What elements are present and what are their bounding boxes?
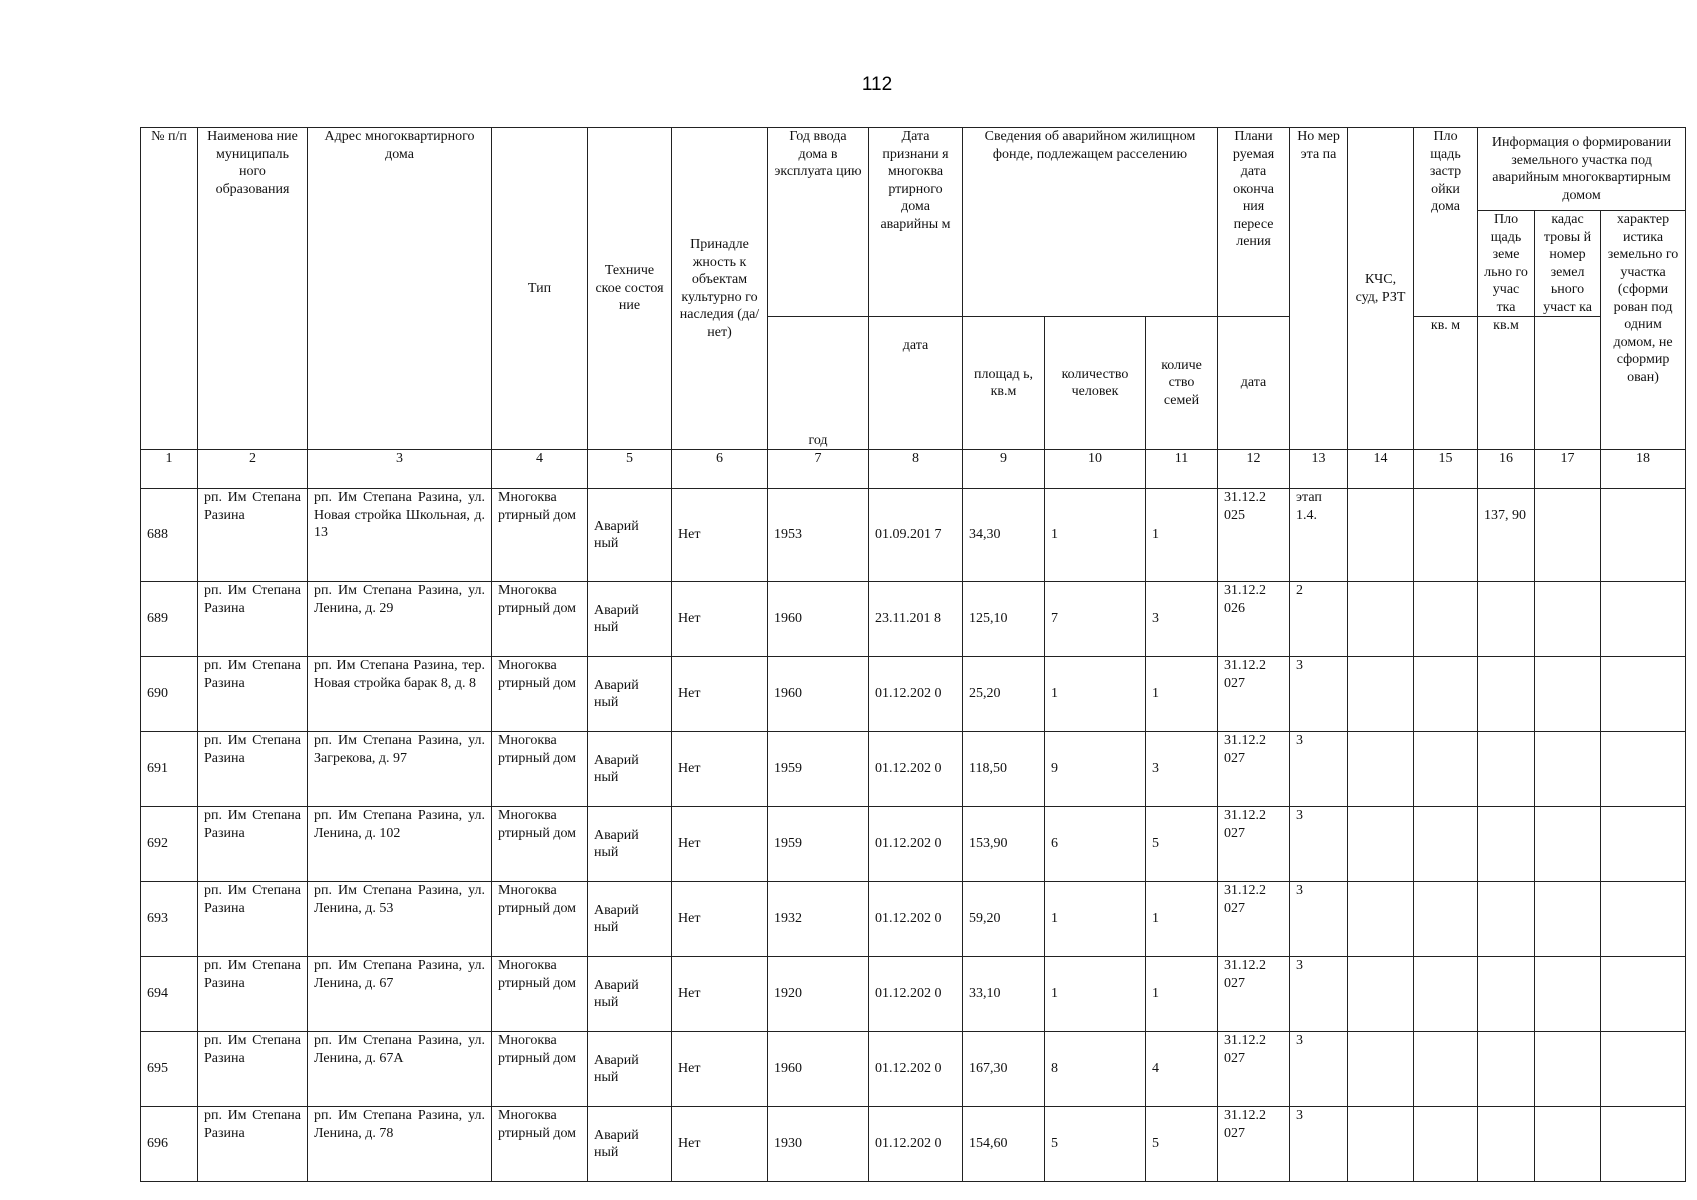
cell-planned-date: 31.12.2 027 xyxy=(1218,732,1290,807)
cell-kchs xyxy=(1348,807,1414,882)
cell-building-area xyxy=(1414,882,1478,957)
column-number: 8 xyxy=(869,450,963,489)
cell-emergency-date: 23.11.201 8 xyxy=(869,582,963,657)
cell-land-characteristic xyxy=(1601,732,1686,807)
cell-year: 1960 xyxy=(768,657,869,732)
cell-area: 59,20 xyxy=(963,882,1045,957)
cell-land-area xyxy=(1478,957,1535,1032)
column-number: 15 xyxy=(1414,450,1478,489)
header-cadastral-number: кадас тровы й номер земел ьного участ ка xyxy=(1535,211,1601,317)
cell-cadastral-number xyxy=(1535,582,1601,657)
column-number: 3 xyxy=(308,450,492,489)
cell-year: 1959 xyxy=(768,732,869,807)
cell-area: 125,10 xyxy=(963,582,1045,657)
cell-technical-state: Аварий ный xyxy=(588,489,672,582)
cell-type-text: Многоква ртирный дом xyxy=(498,1033,577,1066)
cell-stage: 2 xyxy=(1290,582,1348,657)
cell-emergency-date: 01.12.202 0 xyxy=(869,1107,963,1182)
cell-cadastral-number xyxy=(1535,1107,1601,1182)
header-fund-area: площад ь, кв.м xyxy=(963,317,1045,450)
cell-type xyxy=(492,582,588,657)
cell-heritage: Нет xyxy=(672,1107,768,1182)
cell-heritage: Нет xyxy=(672,582,768,657)
header-family-count: количе ство семей xyxy=(1146,317,1218,450)
column-number: 12 xyxy=(1218,450,1290,489)
cell-address-text: рп. Им Степана Разина, ул. Ленина, д. 53 xyxy=(314,883,485,916)
cell-emergency-date: 01.12.202 0 xyxy=(869,732,963,807)
cell-address xyxy=(308,1107,492,1182)
cell-heritage: Нет xyxy=(672,657,768,732)
cell-number: 689 xyxy=(141,582,198,657)
cell-type xyxy=(492,957,588,1032)
cell-heritage: Нет xyxy=(672,807,768,882)
header-year-commissioned: Год ввода дома в эксплуата цию xyxy=(768,128,869,317)
cell-heritage: Нет xyxy=(672,957,768,1032)
cell-municipality xyxy=(198,582,308,657)
header-unit-sqm-building: кв. м xyxy=(1414,317,1478,450)
column-number: 1 xyxy=(141,450,198,489)
cell-technical-state: Аварий ный xyxy=(588,1107,672,1182)
emergency-housing-table xyxy=(140,127,1686,1182)
cell-area: 34,30 xyxy=(963,489,1045,582)
cell-year: 1960 xyxy=(768,1032,869,1107)
cell-type-text: Многоква ртирный дом xyxy=(498,583,577,616)
header-number: № п/п xyxy=(141,128,198,450)
cell-type xyxy=(492,732,588,807)
cell-people: 1 xyxy=(1045,882,1146,957)
cell-type xyxy=(492,657,588,732)
cell-address-text: рп. Им Степана Разина, ул. Ленина, д. 29 xyxy=(314,583,485,616)
column-number-row xyxy=(141,450,1686,489)
cell-address xyxy=(308,582,492,657)
cell-people: 8 xyxy=(1045,1032,1146,1107)
header-land-area: Пло щадь земе льно го учас тка xyxy=(1478,211,1535,317)
cell-people: 5 xyxy=(1045,1107,1146,1182)
column-number: 9 xyxy=(963,450,1045,489)
cell-municipality xyxy=(198,489,308,582)
cell-planned-date: 31.12.2 027 xyxy=(1218,1107,1290,1182)
cell-address xyxy=(308,957,492,1032)
cell-land-characteristic xyxy=(1601,1032,1686,1107)
cell-stage: 3 xyxy=(1290,957,1348,1032)
cell-technical-state: Аварий ный xyxy=(588,582,672,657)
cell-people: 1 xyxy=(1045,957,1146,1032)
cell-municipality-text: рп. Им Степана Разина xyxy=(204,1108,301,1141)
cell-municipality xyxy=(198,1032,308,1107)
column-number: 13 xyxy=(1290,450,1348,489)
column-number: 10 xyxy=(1045,450,1146,489)
cell-land-area: 137, 90 xyxy=(1478,489,1535,582)
cell-technical-state: Аварий ный xyxy=(588,957,672,1032)
cell-stage: 3 xyxy=(1290,1032,1348,1107)
cell-type-text: Многоква ртирный дом xyxy=(498,883,577,916)
header-unit-sqm-land: кв.м xyxy=(1478,317,1535,450)
column-number: 18 xyxy=(1601,450,1686,489)
cell-emergency-date: 01.12.202 0 xyxy=(869,882,963,957)
cell-municipality xyxy=(198,732,308,807)
cell-municipality-text: рп. Им Степана Разина xyxy=(204,490,301,523)
cell-families: 1 xyxy=(1146,957,1218,1032)
cell-stage: 3 xyxy=(1290,1107,1348,1182)
cell-land-characteristic xyxy=(1601,657,1686,732)
cell-cadastral-number xyxy=(1535,807,1601,882)
header-people-count: количество человек xyxy=(1045,317,1146,450)
cell-number: 695 xyxy=(141,1032,198,1107)
cell-number: 692 xyxy=(141,807,198,882)
column-number: 2 xyxy=(198,450,308,489)
cell-land-area xyxy=(1478,582,1535,657)
cell-address xyxy=(308,657,492,732)
cell-people: 1 xyxy=(1045,657,1146,732)
cell-land-characteristic xyxy=(1601,582,1686,657)
header-emergency-fund: Сведения об аварийном жилищном фонде, подлежащем расселению xyxy=(963,128,1218,317)
cell-municipality-text: рп. Им Степана Разина xyxy=(204,958,301,991)
cell-area: 167,30 xyxy=(963,1032,1045,1107)
cell-number: 688 xyxy=(141,489,198,582)
cell-families: 3 xyxy=(1146,732,1218,807)
cell-land-characteristic xyxy=(1601,882,1686,957)
cell-planned-date: 31.12.2 027 xyxy=(1218,882,1290,957)
cell-kchs xyxy=(1348,582,1414,657)
column-number: 5 xyxy=(588,450,672,489)
cell-address-text: рп. Им Степана Разина, ул. Новая стройка Школьная, д. 13 xyxy=(314,490,485,540)
cell-municipality-text: рп. Им Степана Разина xyxy=(204,658,301,691)
table-row xyxy=(141,489,1686,582)
cell-type xyxy=(492,1032,588,1107)
cell-people: 9 xyxy=(1045,732,1146,807)
header-building-area: Пло щадь застр ойки дома xyxy=(1414,128,1478,317)
cell-cadastral-number xyxy=(1535,957,1601,1032)
cell-municipality-text: рп. Им Степана Разина xyxy=(204,733,301,766)
cell-year: 1932 xyxy=(768,882,869,957)
cell-heritage: Нет xyxy=(672,1032,768,1107)
cell-number: 693 xyxy=(141,882,198,957)
cell-address-text: рп. Им Степана Разина, ул. Загрекова, д. 97 xyxy=(314,733,485,766)
cell-people: 1 xyxy=(1045,489,1146,582)
cell-number: 690 xyxy=(141,657,198,732)
cell-year: 1920 xyxy=(768,957,869,1032)
cell-land-characteristic xyxy=(1601,1107,1686,1182)
cell-municipality xyxy=(198,957,308,1032)
header-unit-cadastral xyxy=(1535,317,1601,450)
header-emergency-date: Дата признани я многоква ртирного дома аварийны м xyxy=(869,128,963,317)
cell-address-text: рп. Им Степана Разина, тер. Новая стройка барак 8, д. 8 xyxy=(314,658,485,691)
cell-stage: 3 xyxy=(1290,657,1348,732)
cell-stage: этап 1.4. xyxy=(1290,489,1348,582)
cell-type-text: Многоква ртирный дом xyxy=(498,490,577,523)
cell-planned-date: 31.12.2 027 xyxy=(1218,657,1290,732)
cell-land-area xyxy=(1478,882,1535,957)
cell-kchs xyxy=(1348,489,1414,582)
header-stage-number: Но мер эта па xyxy=(1290,128,1348,450)
table-row xyxy=(141,807,1686,882)
cell-planned-date: 31.12.2 027 xyxy=(1218,1032,1290,1107)
header-address: Адрес многоквартирного дома xyxy=(308,128,492,450)
cell-families: 5 xyxy=(1146,807,1218,882)
cell-area: 118,50 xyxy=(963,732,1045,807)
cell-address xyxy=(308,1032,492,1107)
cell-kchs xyxy=(1348,657,1414,732)
table-row xyxy=(141,657,1686,732)
cell-emergency-date: 01.12.202 0 xyxy=(869,1032,963,1107)
cell-technical-state: Аварий ный xyxy=(588,882,672,957)
cell-land-characteristic xyxy=(1601,957,1686,1032)
cell-address-text: рп. Им Степана Разина, ул. Ленина, д. 78 xyxy=(314,1108,485,1141)
cell-municipality-text: рп. Им Степана Разина xyxy=(204,1033,301,1066)
header-kchs: КЧС, суд, РЗТ xyxy=(1348,128,1414,450)
cell-municipality xyxy=(198,657,308,732)
cell-municipality xyxy=(198,882,308,957)
cell-address xyxy=(308,489,492,582)
cell-land-area xyxy=(1478,1107,1535,1182)
cell-building-area xyxy=(1414,1032,1478,1107)
cell-municipality xyxy=(198,807,308,882)
cell-land-area xyxy=(1478,732,1535,807)
header-type: Тип xyxy=(492,128,588,450)
cell-kchs xyxy=(1348,957,1414,1032)
column-number: 16 xyxy=(1478,450,1535,489)
cell-type-text: Многоква ртирный дом xyxy=(498,1108,577,1141)
cell-technical-state: Аварий ный xyxy=(588,1032,672,1107)
cell-people: 6 xyxy=(1045,807,1146,882)
cell-cadastral-number xyxy=(1535,657,1601,732)
table-row xyxy=(141,882,1686,957)
column-number: 4 xyxy=(492,450,588,489)
cell-kchs xyxy=(1348,1032,1414,1107)
cell-emergency-date: 01.12.202 0 xyxy=(869,807,963,882)
page-number: 112 xyxy=(861,74,893,95)
table-row xyxy=(141,582,1686,657)
cell-planned-date: 31.12.2 027 xyxy=(1218,957,1290,1032)
column-number: 11 xyxy=(1146,450,1218,489)
cell-address-text: рп. Им Степана Разина, ул. Ленина, д. 67А xyxy=(314,1033,485,1066)
cell-type-text: Многоква ртирный дом xyxy=(498,733,577,766)
cell-emergency-date: 01.12.202 0 xyxy=(869,957,963,1032)
cell-planned-date: 31.12.2 026 xyxy=(1218,582,1290,657)
table-row xyxy=(141,1032,1686,1107)
header-technical-state: Техниче ское состоя ние xyxy=(588,128,672,450)
cell-land-characteristic xyxy=(1601,489,1686,582)
cell-area: 33,10 xyxy=(963,957,1045,1032)
cell-address-text: рп. Им Степана Разина, ул. Ленина, д. 102 xyxy=(314,808,485,841)
cell-people: 7 xyxy=(1045,582,1146,657)
cell-stage: 3 xyxy=(1290,732,1348,807)
cell-kchs xyxy=(1348,732,1414,807)
cell-type xyxy=(492,1107,588,1182)
cell-land-characteristic xyxy=(1601,807,1686,882)
table-header xyxy=(141,128,1686,489)
cell-families: 5 xyxy=(1146,1107,1218,1182)
cell-type-text: Многоква ртирный дом xyxy=(498,958,577,991)
cell-land-area xyxy=(1478,657,1535,732)
cell-land-area xyxy=(1478,1032,1535,1107)
cell-building-area xyxy=(1414,807,1478,882)
cell-type-text: Многоква ртирный дом xyxy=(498,808,577,841)
cell-cadastral-number xyxy=(1535,489,1601,582)
header-unit-date: дата xyxy=(869,317,963,450)
cell-municipality-text: рп. Им Степана Разина xyxy=(204,808,301,841)
cell-planned-date: 31.12.2 025 xyxy=(1218,489,1290,582)
cell-building-area xyxy=(1414,489,1478,582)
cell-building-area xyxy=(1414,582,1478,657)
cell-stage: 3 xyxy=(1290,807,1348,882)
cell-cadastral-number xyxy=(1535,732,1601,807)
cell-heritage: Нет xyxy=(672,732,768,807)
cell-cadastral-number xyxy=(1535,1032,1601,1107)
column-number: 6 xyxy=(672,450,768,489)
cell-families: 1 xyxy=(1146,882,1218,957)
cell-families: 1 xyxy=(1146,657,1218,732)
cell-building-area xyxy=(1414,957,1478,1032)
header-heritage: Принадле жность к объектам культурно го наследия (да/нет) xyxy=(672,128,768,450)
cell-heritage: Нет xyxy=(672,489,768,582)
cell-municipality xyxy=(198,1107,308,1182)
column-number: 14 xyxy=(1348,450,1414,489)
cell-kchs xyxy=(1348,882,1414,957)
cell-year: 1953 xyxy=(768,489,869,582)
cell-number: 696 xyxy=(141,1107,198,1182)
cell-year: 1959 xyxy=(768,807,869,882)
table-row xyxy=(141,1107,1686,1182)
cell-building-area xyxy=(1414,1107,1478,1182)
cell-type-text: Многоква ртирный дом xyxy=(498,658,577,691)
cell-area: 25,20 xyxy=(963,657,1045,732)
header-unit-year: год xyxy=(768,317,869,450)
table-row xyxy=(141,957,1686,1032)
cell-emergency-date: 01.09.201 7 xyxy=(869,489,963,582)
cell-address xyxy=(308,882,492,957)
table-row xyxy=(141,732,1686,807)
cell-number: 691 xyxy=(141,732,198,807)
cell-land-area xyxy=(1478,807,1535,882)
cell-municipality-text: рп. Им Степана Разина xyxy=(204,883,301,916)
cell-heritage: Нет xyxy=(672,882,768,957)
header-land-info: Информация о формировании земельного участка под аварийным многоквартирным домом xyxy=(1478,128,1686,211)
cell-type xyxy=(492,882,588,957)
cell-planned-date: 31.12.2 027 xyxy=(1218,807,1290,882)
cell-area: 153,90 xyxy=(963,807,1045,882)
cell-families: 4 xyxy=(1146,1032,1218,1107)
cell-area: 154,60 xyxy=(963,1107,1045,1182)
cell-building-area xyxy=(1414,657,1478,732)
header-planned-date: Плани руемая дата оконча ния пересе ления xyxy=(1218,128,1290,317)
cell-cadastral-number xyxy=(1535,882,1601,957)
cell-kchs xyxy=(1348,1107,1414,1182)
cell-address-text: рп. Им Степана Разина, ул. Ленина, д. 67 xyxy=(314,958,485,991)
cell-address xyxy=(308,732,492,807)
header-municipality: Наименова ние муниципаль ного образования xyxy=(198,128,308,450)
cell-families: 3 xyxy=(1146,582,1218,657)
cell-technical-state: Аварий ный xyxy=(588,732,672,807)
column-number: 7 xyxy=(768,450,869,489)
cell-families: 1 xyxy=(1146,489,1218,582)
cell-address xyxy=(308,807,492,882)
cell-technical-state: Аварий ный xyxy=(588,657,672,732)
cell-year: 1960 xyxy=(768,582,869,657)
cell-building-area xyxy=(1414,732,1478,807)
cell-type xyxy=(492,807,588,882)
cell-emergency-date: 01.12.202 0 xyxy=(869,657,963,732)
column-number: 17 xyxy=(1535,450,1601,489)
cell-municipality-text: рп. Им Степана Разина xyxy=(204,583,301,616)
cell-number: 694 xyxy=(141,957,198,1032)
header-land-characteristic: характер истика земельно го участка (сформи рован под одним домом, не сформир ован) xyxy=(1601,211,1686,450)
cell-year: 1930 xyxy=(768,1107,869,1182)
table-body xyxy=(141,489,1686,1182)
header-unit-planned-date: дата xyxy=(1218,317,1290,450)
cell-stage: 3 xyxy=(1290,882,1348,957)
cell-technical-state: Аварий ный xyxy=(588,807,672,882)
cell-type xyxy=(492,489,588,582)
